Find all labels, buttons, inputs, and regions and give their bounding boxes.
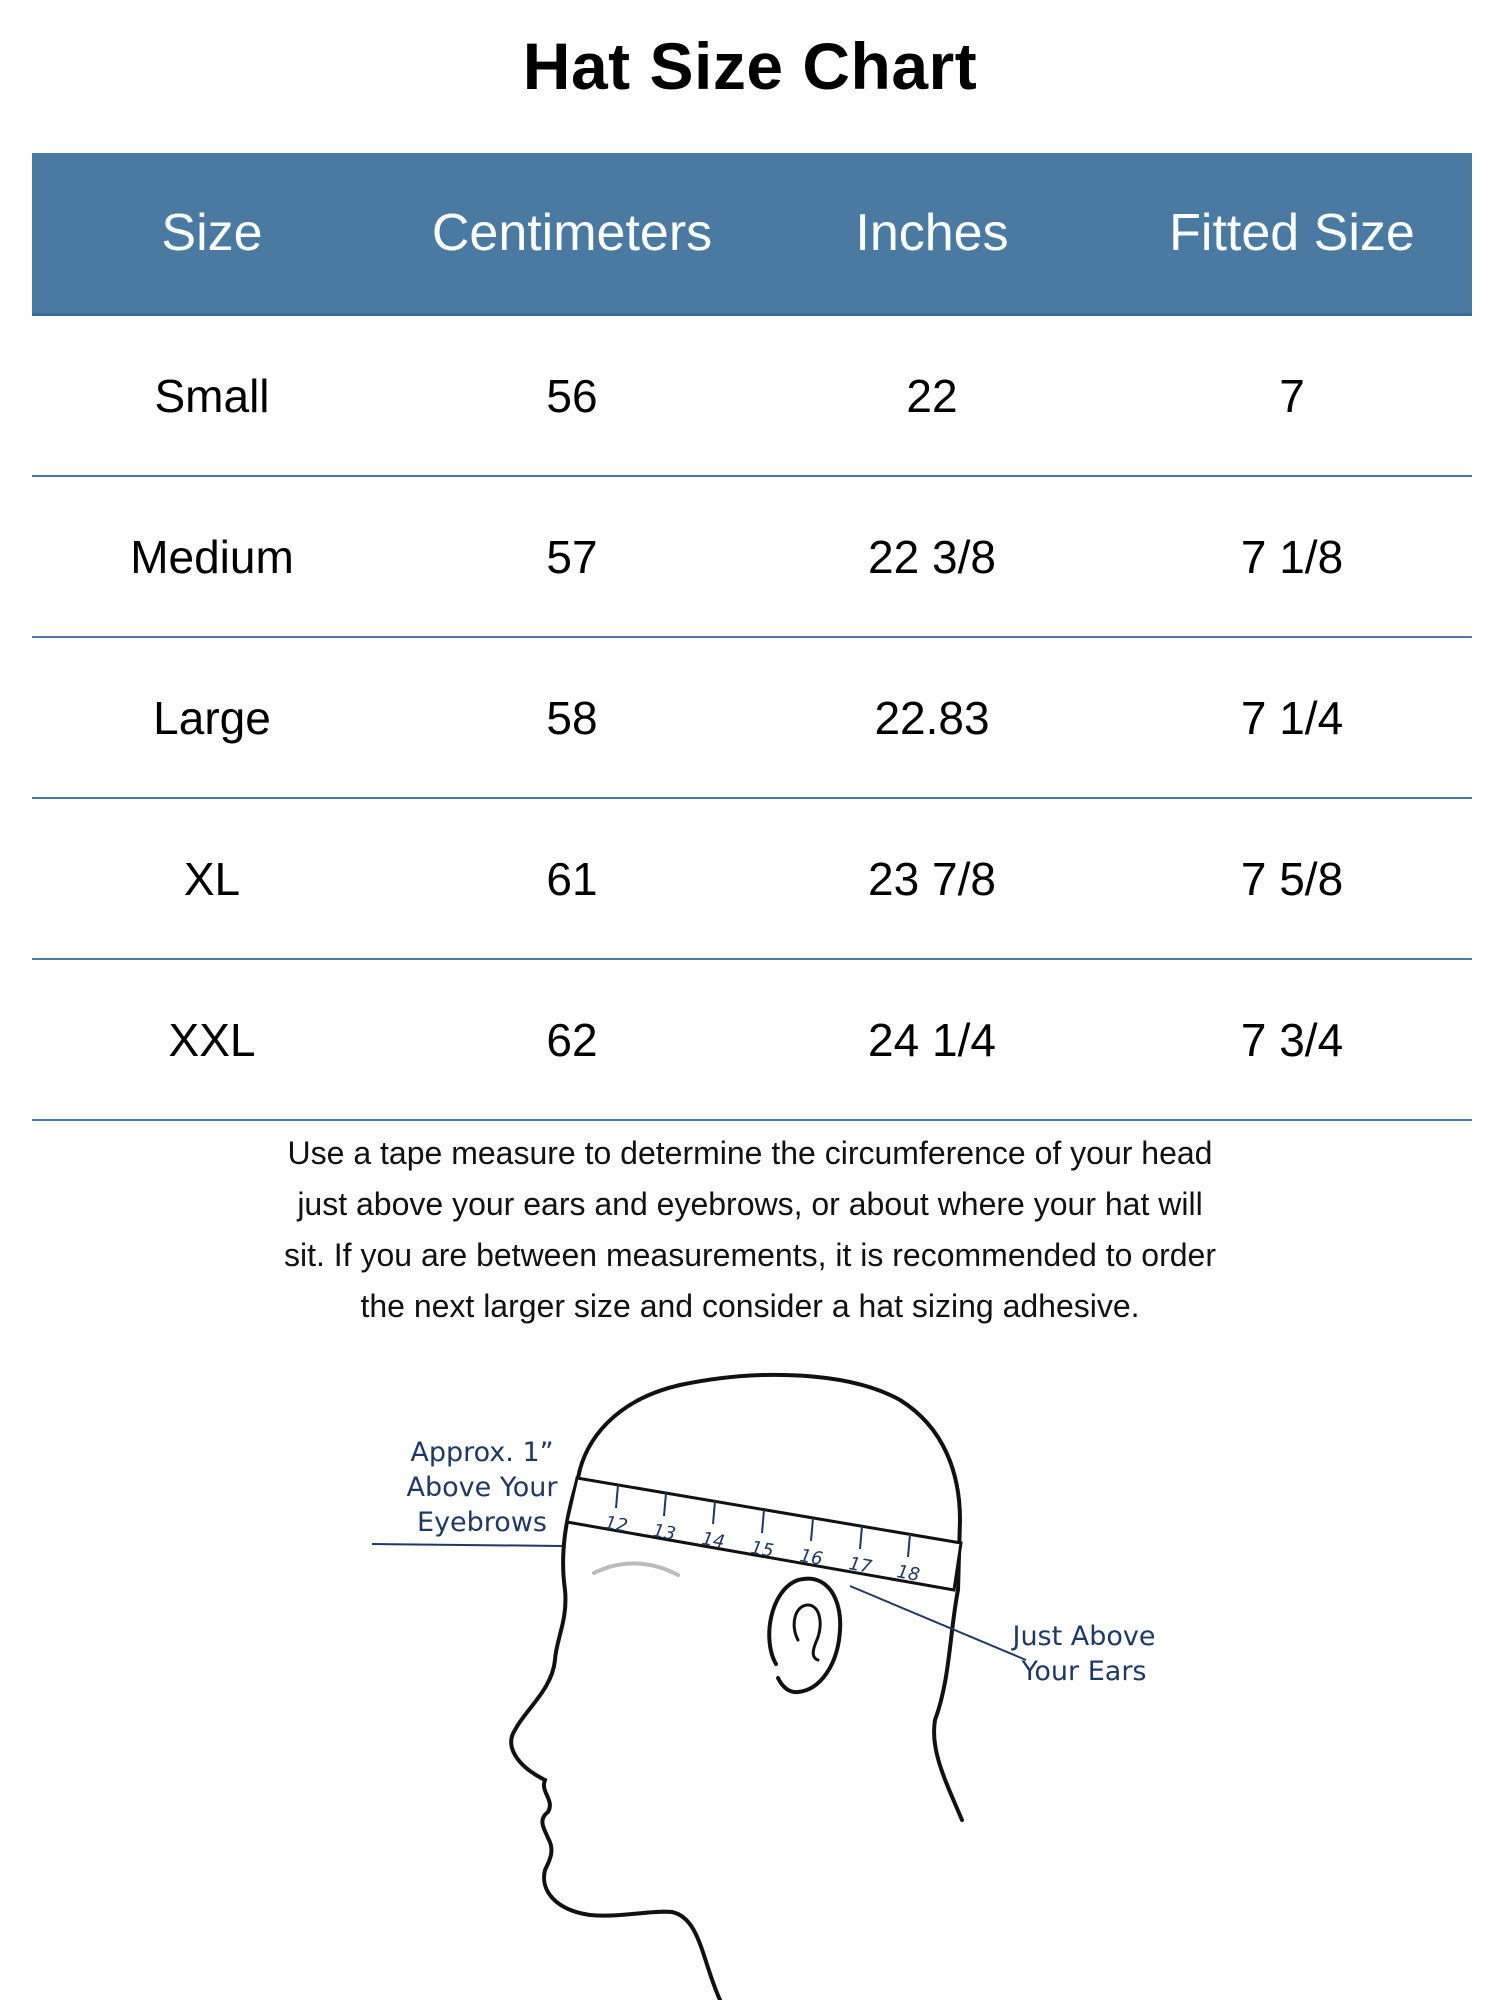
cell-fitted-size: 7 5/8 [1240, 852, 1344, 905]
cell-size: Medium [130, 530, 294, 583]
eyebrow [594, 1563, 678, 1575]
cell-inches: 22 [906, 369, 958, 422]
cell-centimeters: 62 [546, 1013, 598, 1066]
cell-inches: 24 1/4 [868, 1013, 996, 1066]
tape-mark: 16 [798, 1545, 825, 1570]
tape-mark: 18 [895, 1561, 922, 1586]
eyebrow-label: Approx. 1” [410, 1437, 554, 1468]
cell-size: Small [154, 369, 270, 422]
tape-mark: 13 [651, 1520, 678, 1545]
cell-centimeters: 56 [546, 369, 598, 422]
header-inches: Inches [855, 204, 1009, 262]
cell-fitted-size: 7 1/4 [1240, 691, 1344, 744]
ear-inner [794, 1605, 820, 1660]
cell-inches: 23 7/8 [868, 852, 996, 905]
cell-inches: 22 3/8 [868, 530, 996, 583]
cell-centimeters: 57 [546, 530, 598, 583]
header-size: Size [161, 204, 263, 262]
cell-fitted-size: 7 1/8 [1240, 530, 1344, 583]
header-centimeters: Centimeters [431, 204, 713, 262]
cell-size: Large [153, 691, 271, 744]
instruction-line: Use a tape measure to determine the circumference of your head [287, 1135, 1213, 1171]
tape-mark: 12 [603, 1512, 630, 1537]
eyebrow-leader-line [372, 1544, 562, 1546]
cell-centimeters: 61 [546, 852, 598, 905]
tape-mark: 15 [749, 1537, 776, 1562]
eyebrow-label: Eyebrows [417, 1507, 547, 1538]
ears-label: Your Ears [1021, 1656, 1147, 1687]
ear [769, 1579, 840, 1692]
eyebrow-label: Above Your [406, 1472, 558, 1503]
instruction-line: sit. If you are between measurements, it is recommended to order [284, 1237, 1216, 1273]
header-fitted-size: Fitted Size [1169, 204, 1415, 262]
head-outline [511, 1375, 962, 2000]
ears-leader-line [850, 1586, 1026, 1660]
cell-centimeters: 58 [546, 691, 598, 744]
cell-inches: 22.83 [874, 691, 990, 744]
cell-size: XL [183, 852, 241, 905]
tape-mark: 14 [700, 1528, 727, 1553]
ears-label: Just Above [1012, 1621, 1156, 1652]
instruction-line: just above your ears and eyebrows, or about where your hat will [297, 1186, 1203, 1222]
cell-fitted-size: 7 3/4 [1240, 1013, 1344, 1066]
cell-size: XXL [168, 1013, 256, 1066]
instruction-line: the next larger size and consider a hat sizing adhesive. [360, 1288, 1140, 1324]
tape-mark: 17 [847, 1553, 874, 1578]
cell-fitted-size: 7 [1279, 369, 1305, 422]
page-title: Hat Size Chart [522, 29, 978, 103]
